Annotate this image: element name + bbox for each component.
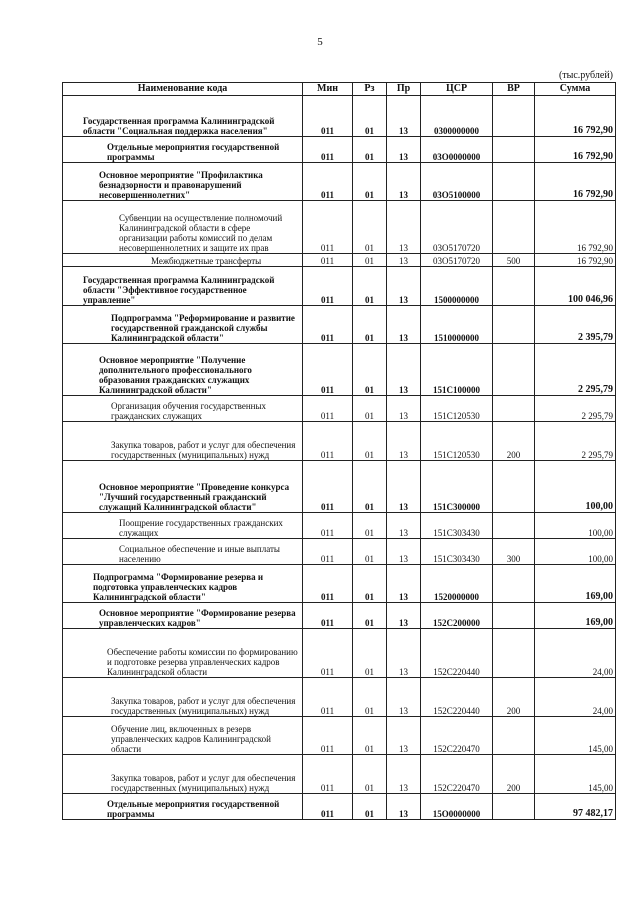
cell-sum: 169,00: [535, 603, 616, 629]
cell-rz: 01: [353, 267, 387, 306]
header-min: Мин: [303, 83, 353, 96]
table-row: [63, 513, 616, 539]
table-row: [63, 678, 616, 717]
cell-min: 011: [303, 201, 353, 254]
cell-pr: 13: [387, 201, 421, 254]
cell-rz: 01: [353, 539, 387, 565]
table-row: [63, 396, 616, 422]
cell-pr: 13: [387, 678, 421, 717]
cell-sum: 2 295,79: [535, 344, 616, 396]
cell-pr: 13: [387, 267, 421, 306]
cell-csr: 151C303430: [421, 539, 493, 565]
table-row: [63, 794, 616, 820]
cell-rz: 01: [353, 461, 387, 513]
cell-name: Организация обучения государственных гражданских служащих: [63, 396, 303, 422]
cell-pr: 13: [387, 794, 421, 820]
cell-min: 011: [303, 163, 353, 201]
cell-vr: [493, 717, 535, 755]
header-name: Наименование кода: [63, 83, 303, 96]
cell-min: 011: [303, 539, 353, 565]
cell-min: 011: [303, 267, 353, 306]
cell-csr: 151C100000: [421, 344, 493, 396]
cell-rz: 01: [353, 201, 387, 254]
cell-sum: 100,00: [535, 513, 616, 539]
table-row: [63, 461, 616, 513]
units-label: (тыс.рублей): [558, 70, 613, 81]
cell-sum: 24,00: [535, 629, 616, 678]
cell-name: Межбюджетные трансферты: [63, 254, 303, 267]
cell-csr: 152C220440: [421, 629, 493, 678]
cell-sum: 100,00: [535, 461, 616, 513]
cell-rz: 01: [353, 629, 387, 678]
cell-pr: 13: [387, 539, 421, 565]
header-rz: Рз: [353, 83, 387, 96]
page-number: 5: [317, 36, 323, 48]
cell-sum: 100,00: [535, 539, 616, 565]
cell-rz: 01: [353, 137, 387, 163]
cell-sum: 24,00: [535, 678, 616, 717]
table-row: [63, 629, 616, 678]
cell-rz: 01: [353, 306, 387, 344]
cell-csr: 03O5170720: [421, 201, 493, 254]
cell-rz: 01: [353, 96, 387, 137]
cell-csr: 15O0000000: [421, 794, 493, 820]
cell-min: 011: [303, 422, 353, 461]
cell-rz: 01: [353, 603, 387, 629]
cell-vr: [493, 163, 535, 201]
cell-sum: 97 482,17: [535, 794, 616, 820]
cell-pr: 13: [387, 565, 421, 603]
cell-csr: 1520000000: [421, 565, 493, 603]
table-row: [63, 137, 616, 163]
cell-vr: [493, 461, 535, 513]
cell-name: Подпрограмма "Реформирование и развитие государственной гражданской службы Калининградской области": [63, 306, 303, 344]
cell-vr: [493, 267, 535, 306]
table-row: [63, 306, 616, 344]
cell-vr: 300: [493, 539, 535, 565]
cell-min: 011: [303, 344, 353, 396]
cell-vr: [493, 137, 535, 163]
cell-pr: 13: [387, 137, 421, 163]
cell-min: 011: [303, 396, 353, 422]
cell-sum: 16 792,90: [535, 254, 616, 267]
cell-name: Основное мероприятие "Профилактика безнадзорности и правонарушений несовершеннолетних": [63, 163, 303, 201]
cell-csr: 152C220470: [421, 717, 493, 755]
cell-min: 011: [303, 137, 353, 163]
table-row: [63, 422, 616, 461]
cell-csr: 151C120530: [421, 422, 493, 461]
cell-vr: [493, 603, 535, 629]
cell-name: Основное мероприятие "Получение дополнительного профессионального образования гражданских служащих Калининградской области": [63, 344, 303, 396]
cell-sum: 145,00: [535, 717, 616, 755]
cell-min: 011: [303, 254, 353, 267]
cell-csr: 1510000000: [421, 306, 493, 344]
cell-name: Закупка товаров, работ и услуг для обеспечения государственных (муниципальных) нужд: [63, 422, 303, 461]
table-row: [63, 603, 616, 629]
cell-pr: 13: [387, 344, 421, 396]
cell-sum: 2 295,79: [535, 422, 616, 461]
cell-pr: 13: [387, 163, 421, 201]
cell-csr: 152C220440: [421, 678, 493, 717]
cell-min: 011: [303, 513, 353, 539]
cell-sum: 145,00: [535, 755, 616, 794]
cell-pr: 13: [387, 717, 421, 755]
cell-pr: 13: [387, 396, 421, 422]
cell-sum: 16 792,90: [535, 201, 616, 254]
cell-name: Закупка товаров, работ и услуг для обеспечения государственных (муниципальных) нужд: [63, 678, 303, 717]
cell-rz: 01: [353, 717, 387, 755]
cell-min: 011: [303, 461, 353, 513]
cell-pr: 13: [387, 513, 421, 539]
cell-rz: 01: [353, 794, 387, 820]
table-row: [63, 565, 616, 603]
cell-vr: 200: [493, 422, 535, 461]
cell-rz: 01: [353, 755, 387, 794]
cell-vr: [493, 306, 535, 344]
table-row: [63, 163, 616, 201]
cell-rz: 01: [353, 422, 387, 461]
cell-csr: 03O5100000: [421, 163, 493, 201]
cell-name: Закупка товаров, работ и услуг для обеспечения государственных (муниципальных) нужд: [63, 755, 303, 794]
budget-table: [62, 82, 616, 820]
cell-name: Отдельные мероприятия государственной программы: [63, 794, 303, 820]
cell-sum: 2 395,79: [535, 306, 616, 344]
cell-pr: 13: [387, 603, 421, 629]
cell-csr: 152C200000: [421, 603, 493, 629]
cell-name: Отдельные мероприятия государственной программы: [63, 137, 303, 163]
cell-name: Основное мероприятие "Формирование резерва управленческих кадров": [63, 603, 303, 629]
cell-min: 011: [303, 603, 353, 629]
cell-min: 011: [303, 96, 353, 137]
cell-sum: 16 792,90: [535, 163, 616, 201]
cell-rz: 01: [353, 396, 387, 422]
cell-pr: 13: [387, 755, 421, 794]
cell-csr: 151C300000: [421, 461, 493, 513]
cell-rz: 01: [353, 344, 387, 396]
table-row: [63, 344, 616, 396]
cell-rz: 01: [353, 513, 387, 539]
cell-csr: 152C220470: [421, 755, 493, 794]
cell-rz: 01: [353, 163, 387, 201]
cell-min: 011: [303, 717, 353, 755]
cell-sum: 2 295,79: [535, 396, 616, 422]
table-row: [63, 254, 616, 267]
cell-rz: 01: [353, 678, 387, 717]
cell-csr: 0300000000: [421, 96, 493, 137]
cell-pr: 13: [387, 422, 421, 461]
cell-min: 011: [303, 755, 353, 794]
table-row: [63, 539, 616, 565]
cell-pr: 13: [387, 306, 421, 344]
cell-pr: 13: [387, 96, 421, 137]
cell-name: Социальное обеспечение и иные выплаты населению: [63, 539, 303, 565]
cell-vr: [493, 201, 535, 254]
cell-name: Обеспечение работы комиссии по формированию и подготовке резерва управленческих кадров Калининградской области: [63, 629, 303, 678]
cell-sum: 169,00: [535, 565, 616, 603]
cell-name: Основное мероприятие "Проведение конкурса "Лучший государственный гражданский служащий Калининградской области": [63, 461, 303, 513]
cell-sum: 16 792,90: [535, 137, 616, 163]
cell-name: Поощрение государственных гражданских служащих: [63, 513, 303, 539]
table-row: [63, 267, 616, 306]
cell-min: 011: [303, 629, 353, 678]
cell-sum: 16 792,90: [535, 96, 616, 137]
header-sum: Сумма: [535, 83, 616, 96]
cell-csr: 1500000000: [421, 267, 493, 306]
cell-rz: 01: [353, 254, 387, 267]
header-csr: ЦСР: [421, 83, 493, 96]
cell-rz: 01: [353, 565, 387, 603]
cell-csr: 151C120530: [421, 396, 493, 422]
cell-name: Субвенции на осуществление полномочий Калининградской области в сфере организации работы комиссий по делам несовершеннолетних и защите их прав: [63, 201, 303, 254]
cell-csr: 03O0000000: [421, 137, 493, 163]
cell-vr: 200: [493, 678, 535, 717]
cell-name: Государственная программа Калининградской области "Социальная поддержка населения": [63, 96, 303, 137]
cell-vr: [493, 96, 535, 137]
cell-vr: [493, 629, 535, 678]
cell-pr: 13: [387, 254, 421, 267]
table-row: [63, 201, 616, 254]
header-pr: Пр: [387, 83, 421, 96]
header-vr: ВР: [493, 83, 535, 96]
table-row: [63, 717, 616, 755]
cell-vr: [493, 513, 535, 539]
cell-name: Обучение лиц, включенных в резерв управленческих кадров Калининградской области: [63, 717, 303, 755]
table-header-row: [63, 83, 616, 96]
cell-min: 011: [303, 565, 353, 603]
cell-csr: 03O5170720: [421, 254, 493, 267]
table-row: [63, 755, 616, 794]
cell-pr: 13: [387, 629, 421, 678]
cell-name: Государственная программа Калининградской области "Эффективное государственное управление": [63, 267, 303, 306]
cell-vr: [493, 344, 535, 396]
cell-min: 011: [303, 678, 353, 717]
cell-vr: [493, 565, 535, 603]
cell-vr: 500: [493, 254, 535, 267]
cell-vr: [493, 794, 535, 820]
cell-min: 011: [303, 794, 353, 820]
cell-vr: [493, 396, 535, 422]
cell-vr: 200: [493, 755, 535, 794]
table-row: [63, 96, 616, 137]
cell-pr: 13: [387, 461, 421, 513]
cell-sum: 100 046,96: [535, 267, 616, 306]
cell-csr: 151C303430: [421, 513, 493, 539]
cell-min: 011: [303, 306, 353, 344]
cell-name: Подпрограмма "Формирование резерва и подготовка управленческих кадров Калининградской области": [63, 565, 303, 603]
